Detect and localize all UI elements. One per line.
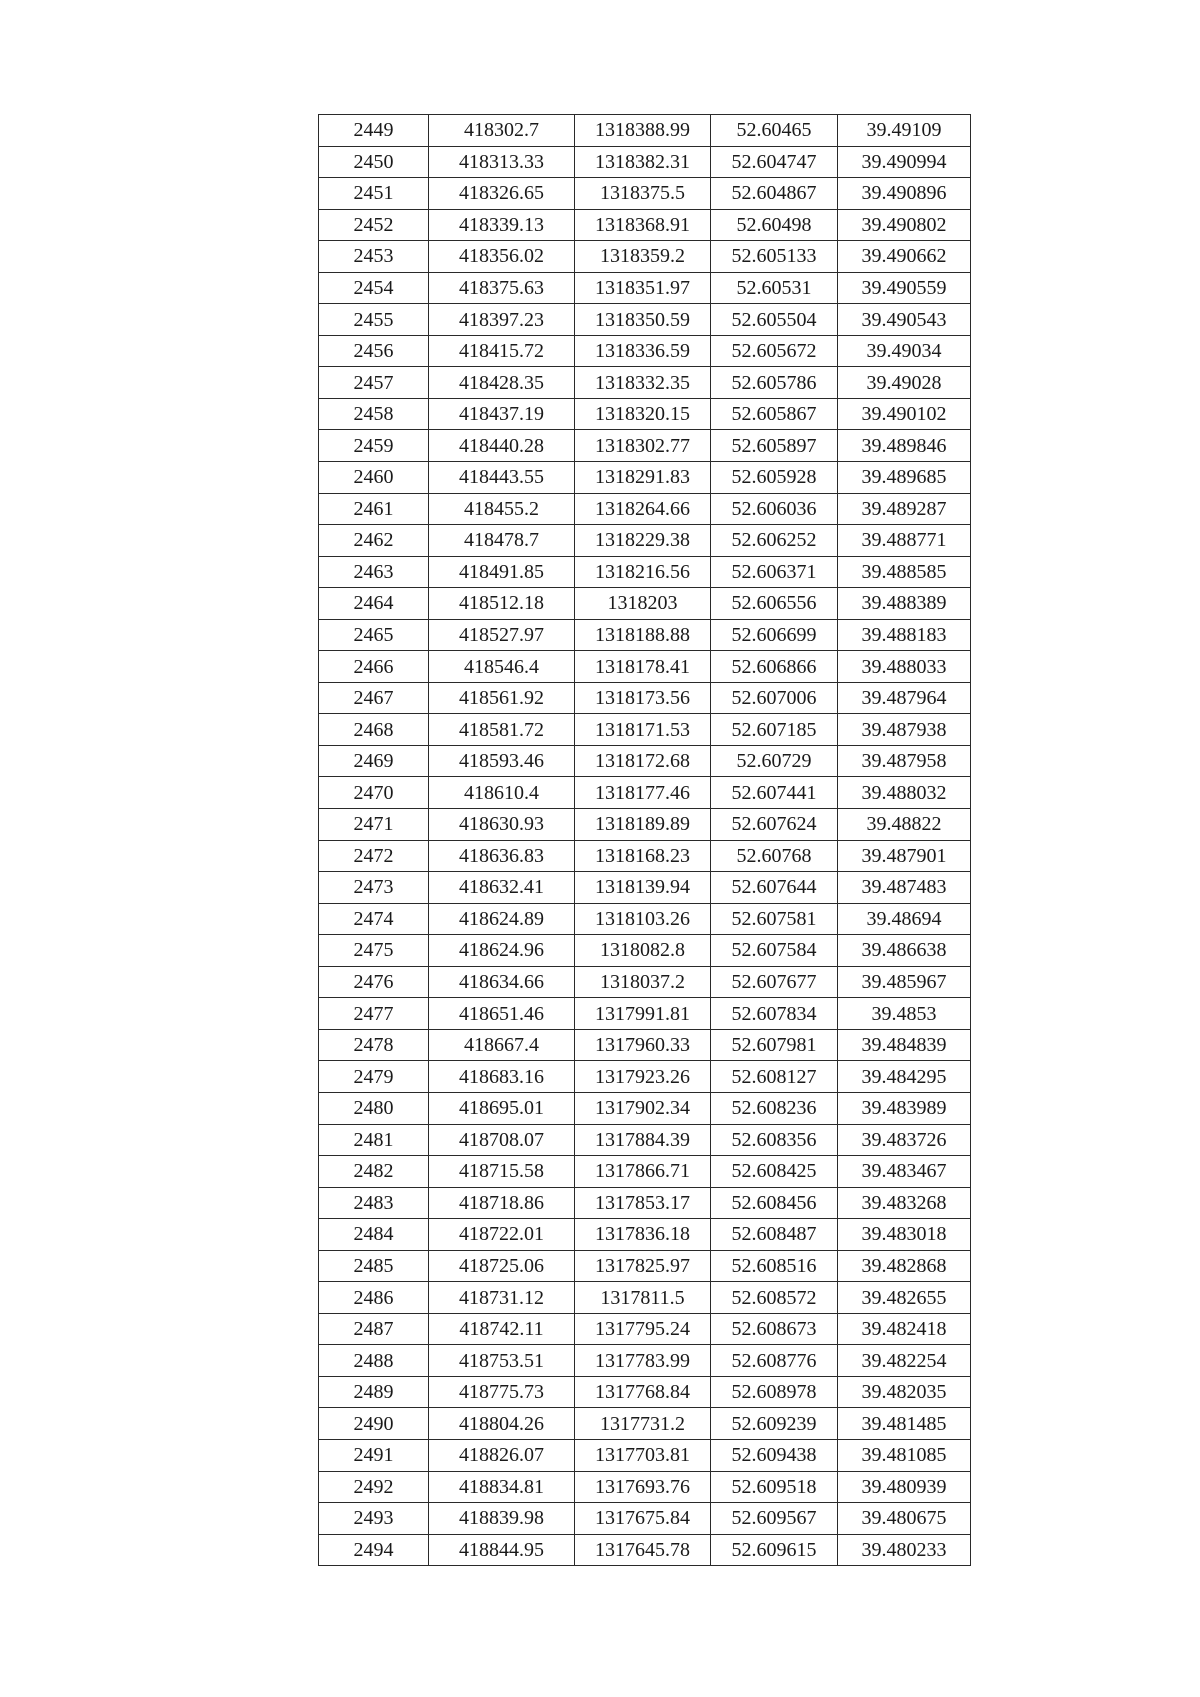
x-coordinate-cell: 418630.93 [429, 809, 575, 841]
point-number-cell: 2475 [319, 935, 429, 967]
table-row [319, 1029, 971, 1061]
table-row [319, 272, 971, 304]
table-row [319, 1061, 971, 1093]
x-coordinate-cell: 418339.13 [429, 209, 575, 241]
x-coordinate-cell: 418326.65 [429, 178, 575, 210]
x-coordinate-cell: 418651.46 [429, 998, 575, 1030]
y-coordinate-cell: 1317703.81 [575, 1439, 711, 1471]
y-coordinate-cell: 1317866.71 [575, 1156, 711, 1188]
y-coordinate-cell: 1317853.17 [575, 1187, 711, 1219]
table-row [319, 398, 971, 430]
y-coordinate-cell: 1318171.53 [575, 714, 711, 746]
longitude-cell: 39.49028 [838, 367, 971, 399]
point-number-cell: 2470 [319, 777, 429, 809]
y-coordinate-cell: 1317693.76 [575, 1471, 711, 1503]
latitude-cell: 52.606036 [711, 493, 838, 525]
latitude-cell: 52.605897 [711, 430, 838, 462]
x-coordinate-cell: 418624.96 [429, 935, 575, 967]
point-number-cell: 2491 [319, 1439, 429, 1471]
y-coordinate-cell: 1317884.39 [575, 1124, 711, 1156]
point-number-cell: 2494 [319, 1534, 429, 1566]
point-number-cell: 2449 [319, 115, 429, 147]
x-coordinate-cell: 418455.2 [429, 493, 575, 525]
point-number-cell: 2473 [319, 872, 429, 904]
table-row [319, 682, 971, 714]
y-coordinate-cell: 1318168.23 [575, 840, 711, 872]
y-coordinate-cell: 1317825.97 [575, 1250, 711, 1282]
y-coordinate-cell: 1318188.88 [575, 619, 711, 651]
point-number-cell: 2493 [319, 1503, 429, 1535]
point-number-cell: 2464 [319, 588, 429, 620]
point-number-cell: 2461 [319, 493, 429, 525]
y-coordinate-cell: 1318177.46 [575, 777, 711, 809]
point-number-cell: 2492 [319, 1471, 429, 1503]
y-coordinate-cell: 1318291.83 [575, 462, 711, 494]
longitude-cell: 39.480675 [838, 1503, 971, 1535]
latitude-cell: 52.606699 [711, 619, 838, 651]
y-coordinate-cell: 1317923.26 [575, 1061, 711, 1093]
y-coordinate-cell: 1317811.5 [575, 1282, 711, 1314]
point-number-cell: 2468 [319, 714, 429, 746]
longitude-cell: 39.489846 [838, 430, 971, 462]
x-coordinate-cell: 418844.95 [429, 1534, 575, 1566]
latitude-cell: 52.607584 [711, 935, 838, 967]
longitude-cell: 39.487964 [838, 682, 971, 714]
longitude-cell: 39.487901 [838, 840, 971, 872]
latitude-cell: 52.607677 [711, 966, 838, 998]
table-row [319, 1124, 971, 1156]
y-coordinate-cell: 1318302.77 [575, 430, 711, 462]
table-row [319, 1439, 971, 1471]
x-coordinate-cell: 418561.92 [429, 682, 575, 714]
x-coordinate-cell: 418753.51 [429, 1345, 575, 1377]
longitude-cell: 39.487958 [838, 745, 971, 777]
longitude-cell: 39.482254 [838, 1345, 971, 1377]
longitude-cell: 39.488771 [838, 525, 971, 557]
y-coordinate-cell: 1317768.84 [575, 1376, 711, 1408]
point-number-cell: 2458 [319, 398, 429, 430]
latitude-cell: 52.608487 [711, 1219, 838, 1251]
point-number-cell: 2472 [319, 840, 429, 872]
x-coordinate-cell: 418610.4 [429, 777, 575, 809]
x-coordinate-cell: 418356.02 [429, 241, 575, 273]
longitude-cell: 39.490896 [838, 178, 971, 210]
latitude-cell: 52.605133 [711, 241, 838, 273]
latitude-cell: 52.607834 [711, 998, 838, 1030]
y-coordinate-cell: 1318172.68 [575, 745, 711, 777]
x-coordinate-cell: 418624.89 [429, 903, 575, 935]
latitude-cell: 52.609239 [711, 1408, 838, 1440]
point-number-cell: 2474 [319, 903, 429, 935]
table-row [319, 304, 971, 336]
longitude-cell: 39.480939 [838, 1471, 971, 1503]
latitude-cell: 52.608456 [711, 1187, 838, 1219]
point-number-cell: 2460 [319, 462, 429, 494]
y-coordinate-cell: 1317783.99 [575, 1345, 711, 1377]
latitude-cell: 52.608776 [711, 1345, 838, 1377]
latitude-cell: 52.607185 [711, 714, 838, 746]
longitude-cell: 39.49109 [838, 115, 971, 147]
latitude-cell: 52.604747 [711, 146, 838, 178]
table-row [319, 935, 971, 967]
y-coordinate-cell: 1318189.89 [575, 809, 711, 841]
x-coordinate-cell: 418839.98 [429, 1503, 575, 1535]
longitude-cell: 39.490543 [838, 304, 971, 336]
x-coordinate-cell: 418708.07 [429, 1124, 575, 1156]
latitude-cell: 52.609615 [711, 1534, 838, 1566]
y-coordinate-cell: 1318037.2 [575, 966, 711, 998]
latitude-cell: 52.608572 [711, 1282, 838, 1314]
x-coordinate-cell: 418375.63 [429, 272, 575, 304]
y-coordinate-cell: 1317675.84 [575, 1503, 711, 1535]
point-number-cell: 2486 [319, 1282, 429, 1314]
x-coordinate-cell: 418683.16 [429, 1061, 575, 1093]
x-coordinate-cell: 418397.23 [429, 304, 575, 336]
point-number-cell: 2466 [319, 651, 429, 683]
latitude-cell: 52.607981 [711, 1029, 838, 1061]
longitude-cell: 39.490559 [838, 272, 971, 304]
table-row [319, 998, 971, 1030]
table-row [319, 777, 971, 809]
point-number-cell: 2487 [319, 1313, 429, 1345]
longitude-cell: 39.482035 [838, 1376, 971, 1408]
coordinates-table [318, 114, 971, 1566]
table-row [319, 367, 971, 399]
y-coordinate-cell: 1317836.18 [575, 1219, 711, 1251]
table-row [319, 1187, 971, 1219]
longitude-cell: 39.489287 [838, 493, 971, 525]
table-row [319, 745, 971, 777]
table-row [319, 525, 971, 557]
x-coordinate-cell: 418636.83 [429, 840, 575, 872]
table-row [319, 966, 971, 998]
table-row [319, 619, 971, 651]
point-number-cell: 2454 [319, 272, 429, 304]
point-number-cell: 2469 [319, 745, 429, 777]
table-row [319, 1092, 971, 1124]
longitude-cell: 39.483018 [838, 1219, 971, 1251]
table-row [319, 1282, 971, 1314]
latitude-cell: 52.605867 [711, 398, 838, 430]
y-coordinate-cell: 1318320.15 [575, 398, 711, 430]
table-row [319, 556, 971, 588]
latitude-cell: 52.608516 [711, 1250, 838, 1282]
x-coordinate-cell: 418725.06 [429, 1250, 575, 1282]
latitude-cell: 52.605504 [711, 304, 838, 336]
latitude-cell: 52.606866 [711, 651, 838, 683]
table-row [319, 651, 971, 683]
latitude-cell: 52.605786 [711, 367, 838, 399]
latitude-cell: 52.609438 [711, 1439, 838, 1471]
point-number-cell: 2476 [319, 966, 429, 998]
longitude-cell: 39.490662 [838, 241, 971, 273]
latitude-cell: 52.609567 [711, 1503, 838, 1535]
x-coordinate-cell: 418491.85 [429, 556, 575, 588]
y-coordinate-cell: 1318216.56 [575, 556, 711, 588]
longitude-cell: 39.490994 [838, 146, 971, 178]
longitude-cell: 39.49034 [838, 335, 971, 367]
y-coordinate-cell: 1318229.38 [575, 525, 711, 557]
longitude-cell: 39.487938 [838, 714, 971, 746]
table-row [319, 1534, 971, 1566]
point-number-cell: 2462 [319, 525, 429, 557]
x-coordinate-cell: 418581.72 [429, 714, 575, 746]
y-coordinate-cell: 1318332.35 [575, 367, 711, 399]
table-row [319, 1313, 971, 1345]
latitude-cell: 52.608127 [711, 1061, 838, 1093]
x-coordinate-cell: 418715.58 [429, 1156, 575, 1188]
latitude-cell: 52.604867 [711, 178, 838, 210]
table-row [319, 1503, 971, 1535]
table-row [319, 462, 971, 494]
table-row [319, 146, 971, 178]
y-coordinate-cell: 1317960.33 [575, 1029, 711, 1061]
y-coordinate-cell: 1318178.41 [575, 651, 711, 683]
latitude-cell: 52.609518 [711, 1471, 838, 1503]
latitude-cell: 52.606252 [711, 525, 838, 557]
latitude-cell: 52.606371 [711, 556, 838, 588]
y-coordinate-cell: 1318139.94 [575, 872, 711, 904]
table-row [319, 903, 971, 935]
y-coordinate-cell: 1318082.8 [575, 935, 711, 967]
table-row [319, 241, 971, 273]
longitude-cell: 39.48694 [838, 903, 971, 935]
longitude-cell: 39.488032 [838, 777, 971, 809]
latitude-cell: 52.608236 [711, 1092, 838, 1124]
y-coordinate-cell: 1318382.31 [575, 146, 711, 178]
x-coordinate-cell: 418834.81 [429, 1471, 575, 1503]
point-number-cell: 2456 [319, 335, 429, 367]
y-coordinate-cell: 1318351.97 [575, 272, 711, 304]
longitude-cell: 39.490802 [838, 209, 971, 241]
point-number-cell: 2483 [319, 1187, 429, 1219]
x-coordinate-cell: 418731.12 [429, 1282, 575, 1314]
x-coordinate-cell: 418512.18 [429, 588, 575, 620]
point-number-cell: 2488 [319, 1345, 429, 1377]
table-row [319, 588, 971, 620]
y-coordinate-cell: 1318173.56 [575, 682, 711, 714]
point-number-cell: 2467 [319, 682, 429, 714]
longitude-cell: 39.482418 [838, 1313, 971, 1345]
x-coordinate-cell: 418415.72 [429, 335, 575, 367]
x-coordinate-cell: 418632.41 [429, 872, 575, 904]
longitude-cell: 39.484295 [838, 1061, 971, 1093]
longitude-cell: 39.482655 [838, 1282, 971, 1314]
latitude-cell: 52.60465 [711, 115, 838, 147]
x-coordinate-cell: 418826.07 [429, 1439, 575, 1471]
table-row [319, 714, 971, 746]
point-number-cell: 2478 [319, 1029, 429, 1061]
longitude-cell: 39.481485 [838, 1408, 971, 1440]
y-coordinate-cell: 1318368.91 [575, 209, 711, 241]
y-coordinate-cell: 1317902.34 [575, 1092, 711, 1124]
x-coordinate-cell: 418546.4 [429, 651, 575, 683]
point-number-cell: 2465 [319, 619, 429, 651]
longitude-cell: 39.489685 [838, 462, 971, 494]
table-row [319, 1376, 971, 1408]
latitude-cell: 52.60768 [711, 840, 838, 872]
table-row [319, 1219, 971, 1251]
longitude-cell: 39.484839 [838, 1029, 971, 1061]
latitude-cell: 52.607441 [711, 777, 838, 809]
x-coordinate-cell: 418443.55 [429, 462, 575, 494]
y-coordinate-cell: 1318350.59 [575, 304, 711, 336]
x-coordinate-cell: 418804.26 [429, 1408, 575, 1440]
y-coordinate-cell: 1318388.99 [575, 115, 711, 147]
y-coordinate-cell: 1317795.24 [575, 1313, 711, 1345]
x-coordinate-cell: 418722.01 [429, 1219, 575, 1251]
longitude-cell: 39.480233 [838, 1534, 971, 1566]
longitude-cell: 39.483726 [838, 1124, 971, 1156]
y-coordinate-cell: 1318264.66 [575, 493, 711, 525]
table-row [319, 840, 971, 872]
point-number-cell: 2484 [319, 1219, 429, 1251]
coordinates-table-body [319, 115, 971, 1566]
table-row [319, 335, 971, 367]
latitude-cell: 52.608356 [711, 1124, 838, 1156]
table-row [319, 115, 971, 147]
point-number-cell: 2459 [319, 430, 429, 462]
y-coordinate-cell: 1318203 [575, 588, 711, 620]
table-row [319, 1408, 971, 1440]
table-row [319, 430, 971, 462]
point-number-cell: 2455 [319, 304, 429, 336]
latitude-cell: 52.608425 [711, 1156, 838, 1188]
table-row [319, 178, 971, 210]
point-number-cell: 2489 [319, 1376, 429, 1408]
longitude-cell: 39.48822 [838, 809, 971, 841]
longitude-cell: 39.490102 [838, 398, 971, 430]
table-row [319, 209, 971, 241]
y-coordinate-cell: 1317991.81 [575, 998, 711, 1030]
y-coordinate-cell: 1318375.5 [575, 178, 711, 210]
table-row [319, 1345, 971, 1377]
longitude-cell: 39.487483 [838, 872, 971, 904]
longitude-cell: 39.485967 [838, 966, 971, 998]
point-number-cell: 2479 [319, 1061, 429, 1093]
longitude-cell: 39.488585 [838, 556, 971, 588]
x-coordinate-cell: 418302.7 [429, 115, 575, 147]
longitude-cell: 39.488033 [838, 651, 971, 683]
table-row [319, 1471, 971, 1503]
longitude-cell: 39.483268 [838, 1187, 971, 1219]
table-row [319, 1156, 971, 1188]
point-number-cell: 2453 [319, 241, 429, 273]
point-number-cell: 2451 [319, 178, 429, 210]
point-number-cell: 2490 [319, 1408, 429, 1440]
point-number-cell: 2481 [319, 1124, 429, 1156]
longitude-cell: 39.4853 [838, 998, 971, 1030]
x-coordinate-cell: 418527.97 [429, 619, 575, 651]
x-coordinate-cell: 418478.7 [429, 525, 575, 557]
latitude-cell: 52.608978 [711, 1376, 838, 1408]
x-coordinate-cell: 418593.46 [429, 745, 575, 777]
x-coordinate-cell: 418440.28 [429, 430, 575, 462]
latitude-cell: 52.608673 [711, 1313, 838, 1345]
y-coordinate-cell: 1318103.26 [575, 903, 711, 935]
x-coordinate-cell: 418695.01 [429, 1092, 575, 1124]
x-coordinate-cell: 418437.19 [429, 398, 575, 430]
table-row [319, 872, 971, 904]
table-row [319, 493, 971, 525]
latitude-cell: 52.607644 [711, 872, 838, 904]
y-coordinate-cell: 1318359.2 [575, 241, 711, 273]
latitude-cell: 52.60531 [711, 272, 838, 304]
x-coordinate-cell: 418775.73 [429, 1376, 575, 1408]
x-coordinate-cell: 418667.4 [429, 1029, 575, 1061]
latitude-cell: 52.60729 [711, 745, 838, 777]
y-coordinate-cell: 1317645.78 [575, 1534, 711, 1566]
longitude-cell: 39.488389 [838, 588, 971, 620]
point-number-cell: 2482 [319, 1156, 429, 1188]
point-number-cell: 2452 [319, 209, 429, 241]
x-coordinate-cell: 418742.11 [429, 1313, 575, 1345]
longitude-cell: 39.482868 [838, 1250, 971, 1282]
point-number-cell: 2471 [319, 809, 429, 841]
x-coordinate-cell: 418634.66 [429, 966, 575, 998]
point-number-cell: 2480 [319, 1092, 429, 1124]
point-number-cell: 2477 [319, 998, 429, 1030]
latitude-cell: 52.605672 [711, 335, 838, 367]
latitude-cell: 52.60498 [711, 209, 838, 241]
point-number-cell: 2457 [319, 367, 429, 399]
latitude-cell: 52.607006 [711, 682, 838, 714]
y-coordinate-cell: 1318336.59 [575, 335, 711, 367]
latitude-cell: 52.607581 [711, 903, 838, 935]
table-row [319, 1250, 971, 1282]
longitude-cell: 39.488183 [838, 619, 971, 651]
longitude-cell: 39.483467 [838, 1156, 971, 1188]
longitude-cell: 39.483989 [838, 1092, 971, 1124]
longitude-cell: 39.481085 [838, 1439, 971, 1471]
point-number-cell: 2450 [319, 146, 429, 178]
latitude-cell: 52.605928 [711, 462, 838, 494]
latitude-cell: 52.606556 [711, 588, 838, 620]
point-number-cell: 2463 [319, 556, 429, 588]
y-coordinate-cell: 1317731.2 [575, 1408, 711, 1440]
x-coordinate-cell: 418718.86 [429, 1187, 575, 1219]
point-number-cell: 2485 [319, 1250, 429, 1282]
x-coordinate-cell: 418313.33 [429, 146, 575, 178]
longitude-cell: 39.486638 [838, 935, 971, 967]
x-coordinate-cell: 418428.35 [429, 367, 575, 399]
latitude-cell: 52.607624 [711, 809, 838, 841]
table-row [319, 809, 971, 841]
